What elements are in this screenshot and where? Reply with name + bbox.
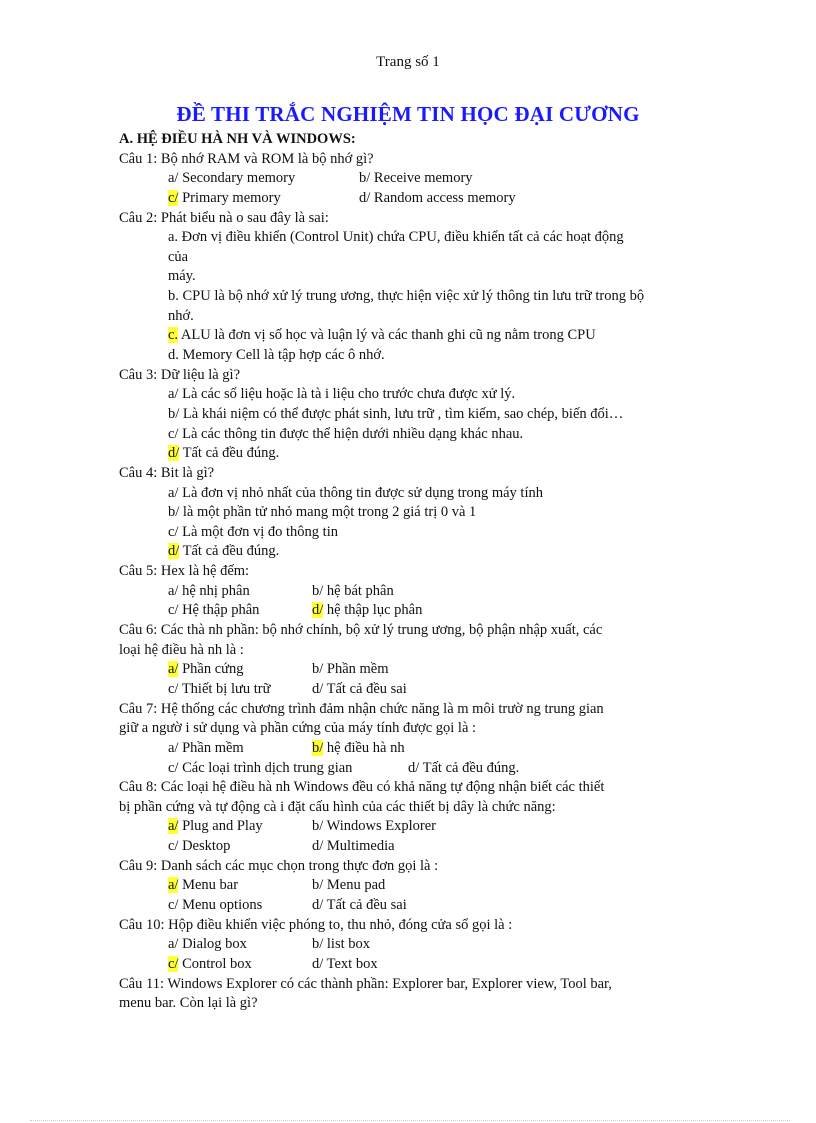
q8-option-c: c/ Desktop [168, 838, 231, 855]
q6-options-row-1 [119, 660, 709, 680]
q2-option-c: ALU là đơn vị số học và luận lý và các thanh ghi cũ ng nằm trong CPU [178, 327, 596, 344]
q7-option-b-wrap [312, 739, 405, 759]
q7-options-row-2 [119, 759, 709, 779]
q1-option-b: b/ Receive memory [359, 170, 473, 187]
q6-option-d: d/ Tất cả đều sai [312, 680, 407, 697]
q8-options-row-2 [119, 837, 709, 857]
answer-marker: d/ [168, 543, 180, 560]
question-11-line-2: menu bar. Còn lại là gì? [119, 995, 258, 1012]
q2-option-a-line-2: của [168, 248, 189, 265]
answer-marker: d/ [312, 602, 324, 619]
q1-option-d: d/ Random access memory [359, 189, 516, 206]
q10-option-a: a/ Dialog box [168, 936, 247, 953]
section-heading: A. HỆ ĐIỀU HÀ NH VÀ WINDOWS: [119, 131, 356, 147]
q9-option-b: b/ Menu pad [312, 877, 386, 894]
q1-option-c: Primary memory [178, 189, 281, 206]
q6-option-a: Phần cứng [178, 661, 244, 678]
q4-option-b: b/ là một phần tử nhỏ mang một trong 2 giá trị 0 và 1 [168, 504, 477, 521]
q5-options-row-2 [119, 601, 709, 621]
q6-option-b: b/ Phần mềm [312, 661, 389, 678]
q2-option-a-line-3: máy. [168, 268, 196, 285]
answer-marker: b/ [312, 739, 324, 756]
question-6-line-2: loại hệ điều hà nh là : [119, 641, 244, 658]
question-11-line-1: Câu 11: Windows Explorer có các thành phần: Explorer bar, Explorer view, Tool bar, [119, 975, 612, 992]
q8-option-d: d/ Multimedia [312, 838, 395, 855]
question-3: Câu 3: Dữ liệu là gì? [119, 366, 241, 383]
q9-option-c: c/ Menu options [168, 896, 263, 913]
q2-option-a-line-1: a. Đơn vị điều khiển (Control Unit) chứa CPU, điều khiển tất cả các hoạt động [168, 229, 624, 246]
q10-options-row-2 [119, 955, 709, 975]
q6-options-row-2 [119, 680, 709, 700]
answer-marker: a/ [168, 818, 179, 835]
q5-option-d-wrap [312, 601, 422, 621]
answer-marker: c/ [168, 189, 179, 206]
q7-option-b: hệ điều hà nh [323, 739, 405, 756]
question-4: Câu 4: Bit là gì? [119, 464, 215, 481]
q6-option-c: c/ Thiết bị lưu trữ [168, 680, 271, 697]
q2-option-b-line-1: b. CPU là bộ nhớ xử lý trung ương, thực hiện việc xử lý thông tin lưu trữ trong bộ [168, 288, 645, 305]
question-10: Câu 10: Hộp điều khiển việc phóng to, thu nhỏ, đóng cửa sổ gọi là : [119, 916, 513, 933]
document-body [119, 130, 709, 1014]
question-6-line-1: Câu 6: Các thà nh phần: bộ nhớ chính, bộ xử lý trung ương, bộ phận nhập xuất, các [119, 622, 603, 639]
q2-option-c-row [119, 326, 709, 346]
q5-options-row-1 [119, 582, 709, 602]
question-8-line-1: Câu 8: Các loại hệ điều hà nh Windows đều có khả năng tự động nhận biết các thiết [119, 779, 605, 796]
q3-option-d: Tất cả đều đúng. [179, 445, 280, 462]
q7-options-row-1 [119, 739, 709, 759]
q9-option-d: d/ Tất cả đều sai [312, 896, 407, 913]
answer-marker: c. [168, 327, 179, 344]
question-2: Câu 2: Phát biểu nà o sau đây là sai: [119, 209, 329, 226]
q5-option-b: b/ hệ bát phân [312, 582, 394, 599]
q7-option-d: d/ Tất cả đều đúng. [408, 759, 520, 776]
q10-option-d: d/ Text box [312, 955, 378, 972]
answer-marker: a/ [168, 877, 179, 894]
q10-options-row-1 [119, 935, 709, 955]
q5-option-c: c/ Hệ thập phân [168, 602, 260, 619]
page-bottom-divider [30, 1120, 790, 1121]
q10-option-c: Control box [178, 955, 252, 972]
answer-marker: d/ [168, 445, 180, 462]
q5-option-d: hệ thập lục phân [323, 602, 423, 619]
q2-option-d: d. Memory Cell là tập hợp các ô nhớ. [168, 347, 385, 364]
q5-option-a: a/ hệ nhị phân [168, 582, 250, 599]
q10-option-b: b/ list box [312, 936, 371, 953]
q3-option-a: a/ Là các số liệu hoặc là tà i liệu cho trước chưa được xử lý. [168, 386, 516, 403]
question-7-line-2: giữ a ngườ i sử dụng và phần cứng của máy tính được gọi là : [119, 720, 477, 737]
q8-option-a: Plug and Play [178, 818, 263, 835]
document-title: ĐỀ THI TRẮC NGHIỆM TIN HỌC ĐẠI CƯƠNG [176, 102, 640, 126]
question-7-line-1: Câu 7: Hệ thống các chương trình đảm nhận chức năng là m môi trườ ng trung gian [119, 700, 604, 717]
q8-option-b: b/ Windows Explorer [312, 818, 436, 835]
q3-option-d-row [119, 444, 709, 464]
q9-options-row-1 [119, 876, 709, 896]
q4-option-d-row [119, 542, 709, 562]
q1-options-row-1 [119, 169, 709, 189]
q4-option-c: c/ Là một đơn vị đo thông tin [168, 523, 338, 540]
q9-option-a: Menu bar [178, 877, 239, 894]
q3-option-b: b/ Là khái niệm có thể được phát sinh, lưu trữ , tìm kiếm, sao chép, biến đổi… [168, 405, 624, 422]
answer-marker: c/ [168, 955, 179, 972]
q9-options-row-2 [119, 896, 709, 916]
answer-marker: a/ [168, 661, 179, 678]
question-8-line-2: bị phần cứng và tự động cà i đặt cấu hình của các thiết bị dây là chức năng: [119, 798, 556, 815]
q1-option-a: a/ Secondary memory [168, 170, 296, 187]
q2-option-b-line-2: nhớ. [168, 307, 194, 324]
q7-option-a: a/ Phần mềm [168, 739, 244, 756]
question-5: Câu 5: Hex là hệ đếm: [119, 563, 250, 580]
question-9: Câu 9: Danh sách các mục chọn trong thực đơn gọi là : [119, 857, 439, 874]
question-1: Câu 1: Bộ nhớ RAM và ROM là bộ nhớ gì? [119, 150, 374, 167]
q7-option-c: c/ Các loại trình dịch trung gian [168, 759, 353, 776]
page-header: Trang số 1 [376, 54, 440, 70]
q4-option-a: a/ Là đơn vị nhỏ nhất của thông tin được sử dụng trong máy tính [168, 484, 543, 501]
q8-options-row-1 [119, 817, 709, 837]
q3-option-c: c/ Là các thông tin được thể hiện dưới nhiều dạng khác nhau. [168, 425, 524, 442]
q4-option-d: Tất cả đều đúng. [179, 543, 280, 560]
q1-options-row-2 [119, 189, 709, 209]
